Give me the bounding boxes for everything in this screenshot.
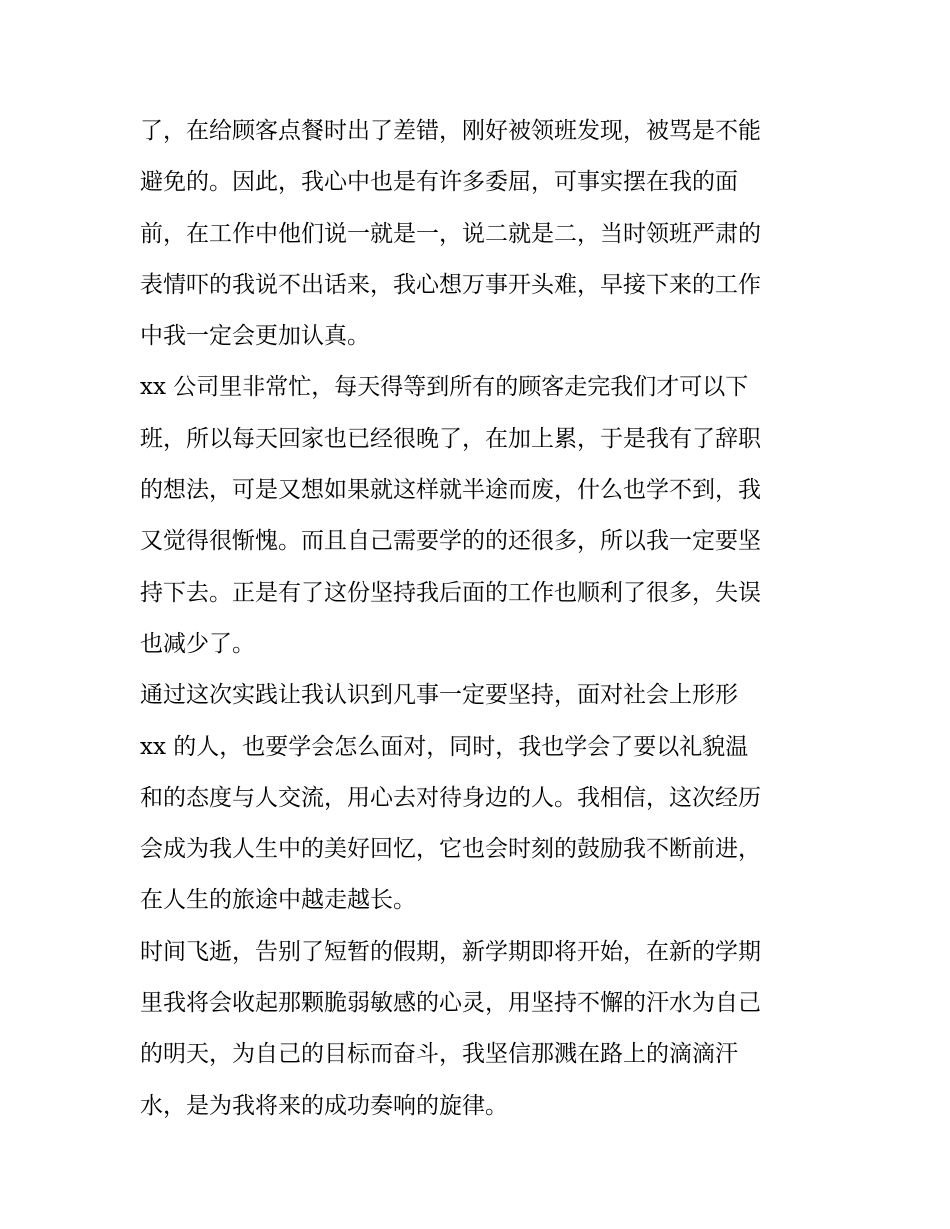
text-line: 中我一定会更加认真。	[140, 323, 370, 350]
text-line: 又觉得很惭愧。而且自己需要学的的还很多，所以我一定要坚	[140, 528, 761, 555]
text-line: xx 公司里非常忙，每天得等到所有的顾客走完我们才可以下	[140, 374, 749, 401]
text-line: 时间飞逝，告别了短暂的假期，新学期即将开始，在新的学期	[140, 938, 761, 965]
document-body	[140, 106, 820, 1132]
text-line: 了，在给顾客点餐时出了差错，刚好被领班发现，被骂是不能	[140, 118, 761, 144]
text-line: 前，在工作中他们说一就是一，说二就是二，当时领班严肃的	[140, 220, 761, 247]
text-line: 表情吓的我说不出话来，我心想万事开头难，早接下来的工作	[140, 271, 761, 298]
text-line: 里我将会收起那颗脆弱敏感的心灵，用坚持不懈的汗水为自己	[140, 990, 761, 1017]
text-line: 避免的。因此，我心中也是有许多委屈，可事实摆在我的面	[140, 169, 738, 196]
text-line: 也减少了。	[140, 630, 255, 657]
text-line: 通过这次实践让我认识到凡事一定要坚持，面对社会上形形	[140, 682, 738, 709]
paragraph-1	[140, 106, 820, 362]
paragraph-4	[140, 927, 820, 1132]
text-line: 会成为我人生中的美好回忆，它也会时刻的鼓励我不断前进，	[140, 836, 761, 863]
text-line: 班，所以每天回家也已经很晚了，在加上累，于是我有了辞职	[140, 425, 761, 452]
text-line: 的明天，为自己的目标而奋斗，我坚信那溅在路上的滴滴汗	[140, 1041, 738, 1068]
paragraph-2	[140, 362, 820, 670]
text-line: 在人生的旅途中越走越长。	[140, 887, 416, 914]
paragraph-3	[140, 670, 820, 926]
text-line: 持下去。正是有了这份坚持我后面的工作也顺利了很多，失误	[140, 579, 761, 606]
text-line: 的想法，可是又想如果就这样就半途而废，什么也学不到，我	[140, 477, 761, 504]
text-line: 和的态度与人交流，用心去对待身边的人。我相信，这次经历	[140, 784, 761, 811]
text-line: xx 的人，也要学会怎么面对，同时，我也学会了要以礼貌温	[140, 733, 749, 760]
text-line: 水，是为我将来的成功奏响的旋律。	[140, 1092, 508, 1119]
